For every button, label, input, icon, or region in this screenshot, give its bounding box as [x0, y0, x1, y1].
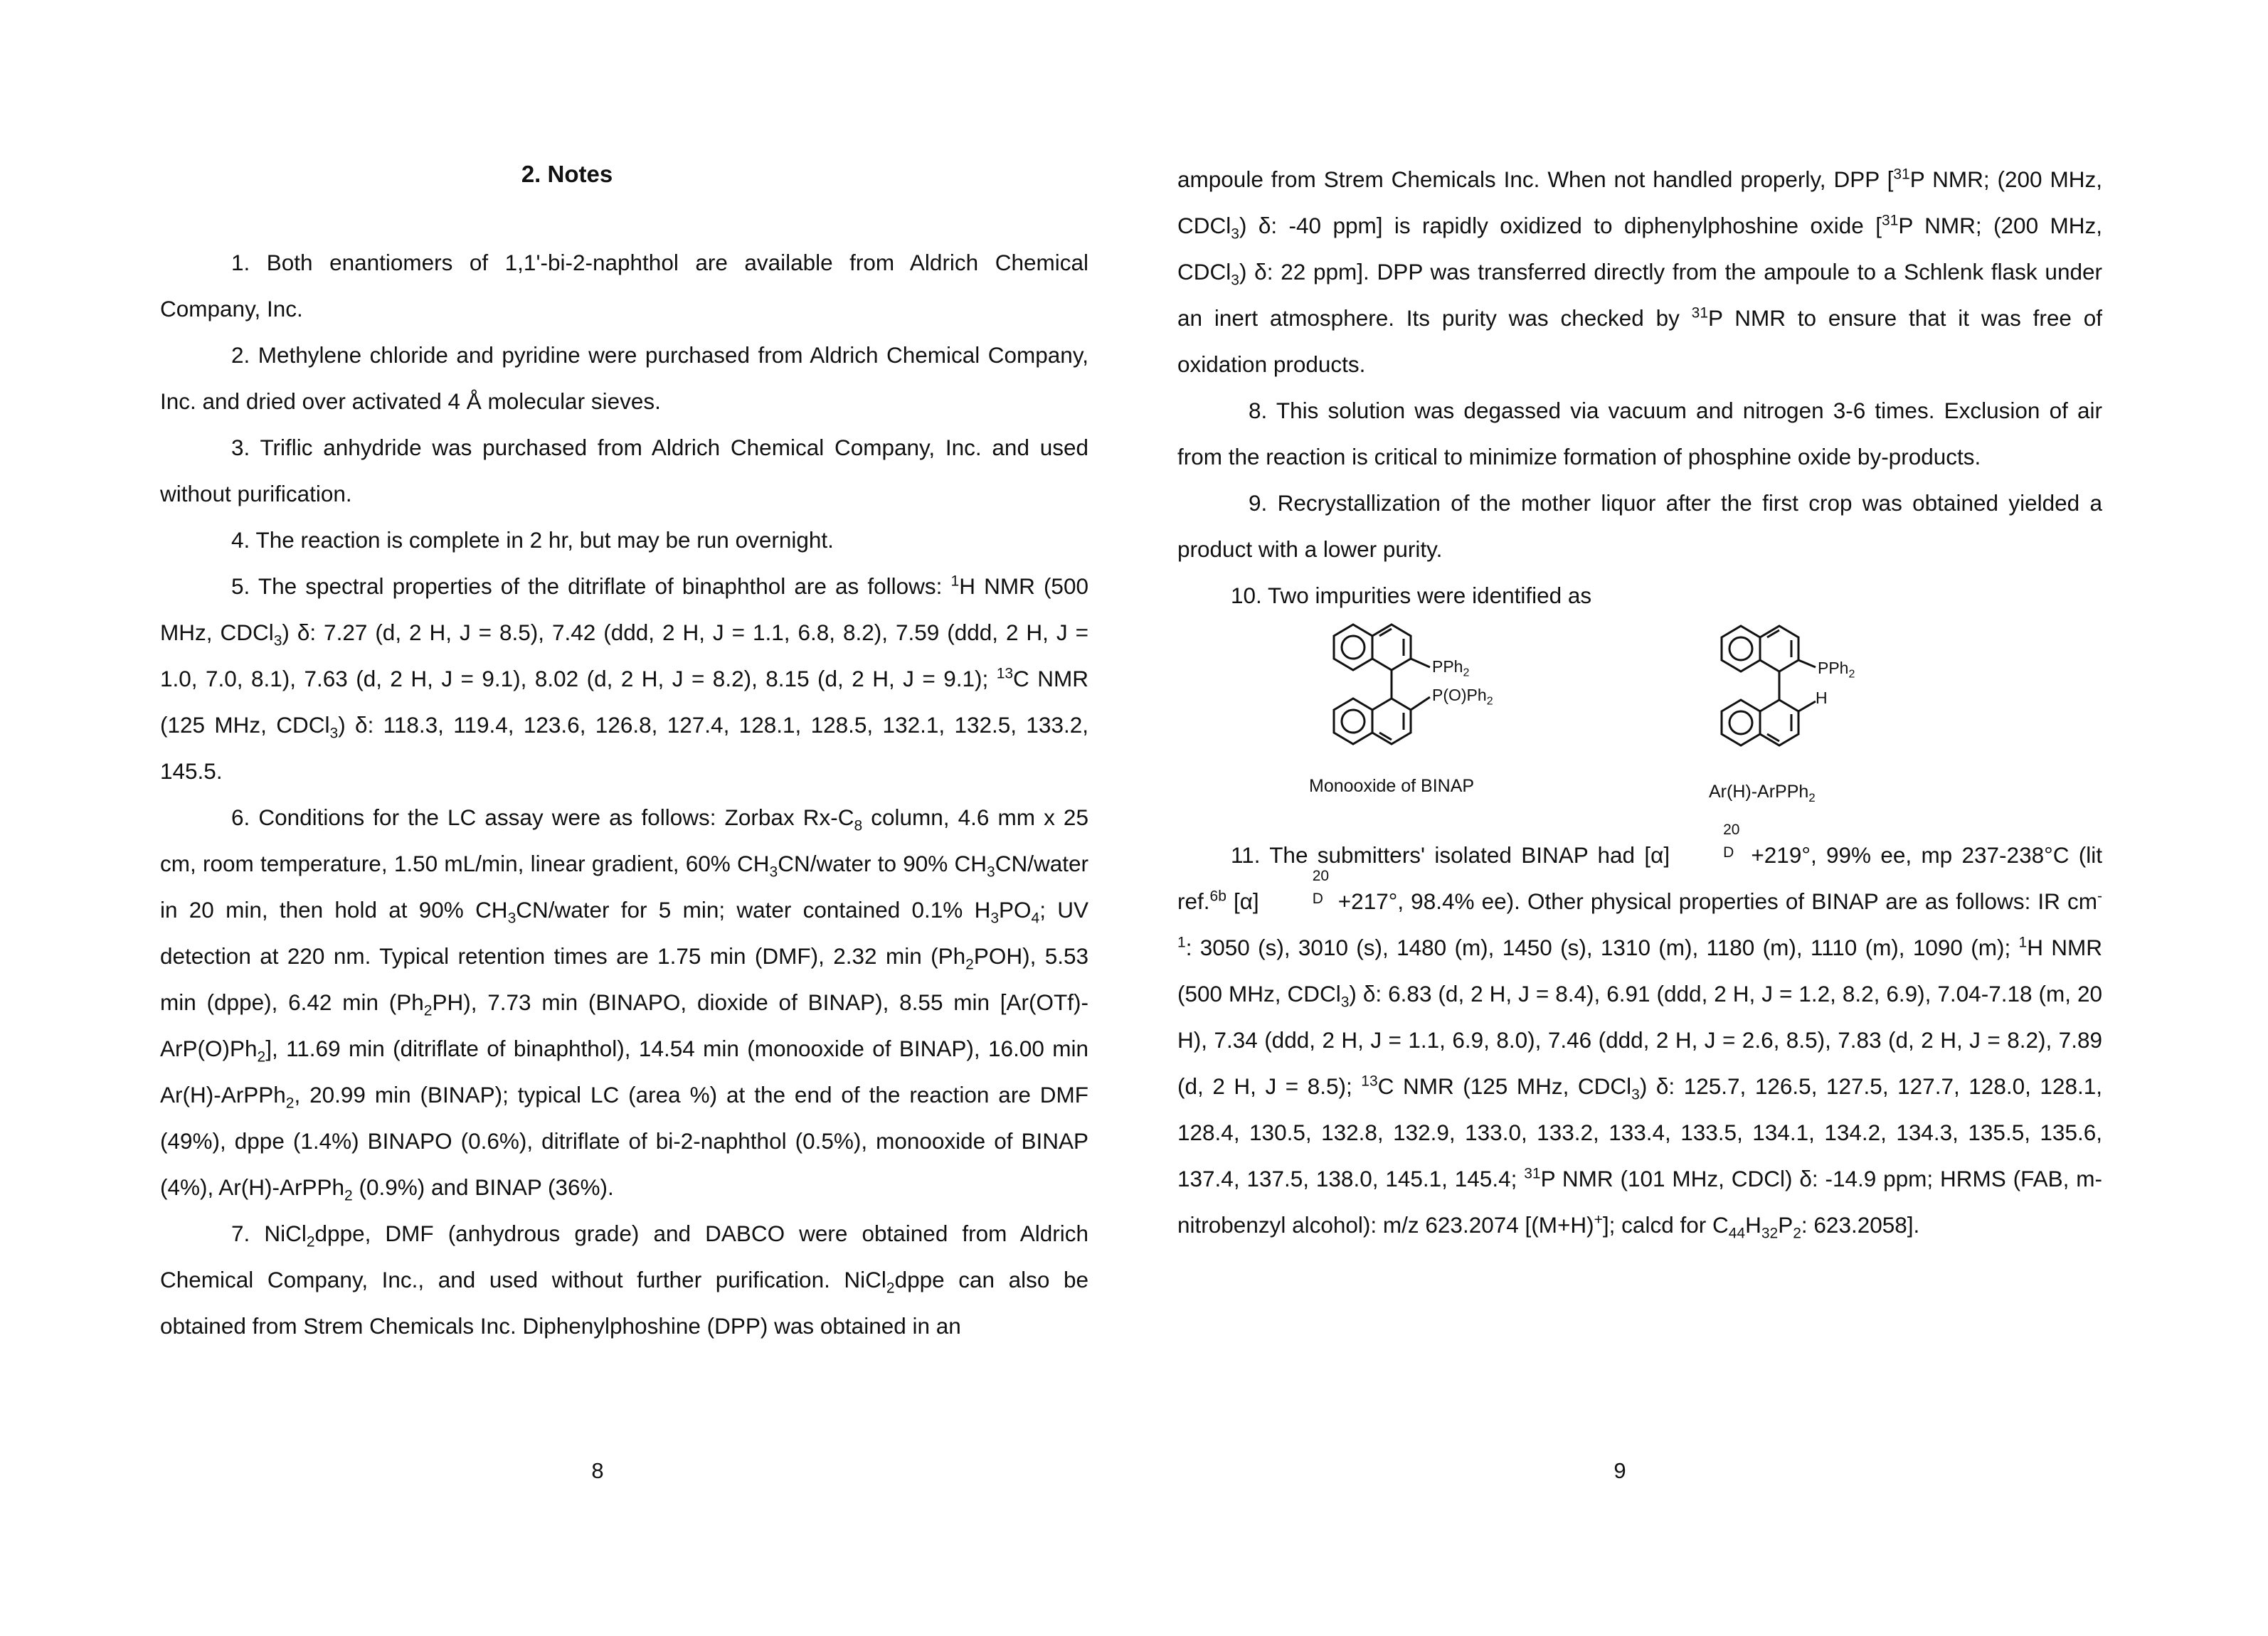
note-number: 11.	[1231, 842, 1261, 868]
note-text: +217°, 98.4% ee). Other physical properties of BINAP are as follows: IR cm	[1330, 888, 2097, 914]
note-text: ampoule from Strem Chemicals Inc. When not handled properly, DPP [	[1177, 166, 1894, 192]
note-6	[160, 795, 1088, 1211]
note-text: P NMR to ensure that it was free of oxidation products.	[1177, 305, 2102, 377]
subscript: 2	[1808, 791, 1816, 804]
superscript: 20	[1312, 868, 1330, 884]
superscript: 13	[996, 665, 1014, 682]
note-text: : 623.2058].	[1801, 1212, 1920, 1238]
note-text: ) δ: 22 ppm]. DPP was transferred directly from the ampoule to a Schlenk flask under an inert atmosphere. Its purity was checked by	[1177, 259, 2102, 331]
subscript: 3	[1631, 1086, 1640, 1103]
subscript: 3	[1231, 272, 1239, 289]
note-11	[1177, 822, 2102, 1248]
right-page	[1134, 0, 2268, 1636]
note-text: [α]	[1226, 888, 1259, 914]
note-text: P NMR; (200 MHz, CDCl	[1177, 213, 2102, 285]
note-text: CN/water to 90% CH	[778, 851, 987, 876]
note-number: 3.	[231, 435, 250, 460]
subscript: 3	[769, 864, 778, 881]
subscript: 2	[257, 1048, 266, 1066]
structure-arh-arpph2	[1707, 606, 1921, 819]
note-9	[1177, 480, 2102, 573]
note-text: ) δ: 6.83 (d, 2 H, J = 8.4), 6.91 (ddd, 2 H, J = 1.2, 8.2, 6.9), 7.04-7.18 (m, 20 H), 7.34 (ddd, 2 H, J = 1.1, 6.9, 8.0), 7.46 (ddd, 2 H, J = 2.6, 8.5), 7.83 (d, 2 H, J = 8.2), 7.89 (d, 2 H, J = 8.5);	[1177, 981, 2102, 1099]
note-text: ) δ: 118.3, 119.4, 123.6, 126.8, 127.4, 128.1, 128.5, 132.1, 132.5, 133.2, 145.5.	[160, 712, 1088, 784]
substituent-label-bottom: H	[1816, 689, 1828, 707]
note-text: P NMR (101 MHz, CDCl) δ: -14.9 ppm; HRMS (FAB, m-nitrobenzyl alcohol): m/z 623.2074 [(M+H)	[1177, 1166, 2102, 1238]
note-1	[160, 240, 1088, 332]
note-text: ], 11.69 min (ditriflate of binaphthol), 14.54 min (monooxide of BINAP), 16.00 min Ar(H)-ArPPh	[160, 1036, 1088, 1108]
subscript: 2	[886, 1280, 895, 1297]
optical-rotation-indices	[1259, 868, 1331, 925]
note-text: Conditions for the LC assay were as follows: Zorbax Rx-C	[258, 804, 854, 830]
note-text: Recrystallization of the mother liquor after the first crop was obtained yielded a product with a lower purity.	[1177, 490, 2102, 562]
notes-heading: 2. Notes	[521, 161, 613, 187]
note-number: 2.	[231, 342, 250, 368]
note-text: Two impurities were identified as	[1267, 583, 1592, 608]
note-number: 4.	[231, 527, 250, 553]
subscript: 44	[1728, 1225, 1746, 1242]
note-text: The submitters' isolated BINAP had [α]	[1269, 842, 1670, 868]
note-text: PO	[999, 897, 1032, 923]
note-7	[160, 1211, 1088, 1349]
note-text: H NMR (500 MHz, CDCl	[160, 573, 1088, 645]
superscript: 31	[1893, 166, 1910, 183]
note-text: The reaction is complete in 2 hr, but may be run overnight.	[255, 527, 834, 553]
note-text: ]; calcd for C	[1602, 1212, 1729, 1238]
superscript: +	[1594, 1211, 1603, 1228]
note-text: P NMR; (200 MHz, CDCl	[1177, 166, 2102, 238]
page-number: 9	[1613, 1458, 1626, 1483]
note-text: Both enantiomers of 1,1'-bi-2-naphthol are available from Aldrich Chemical Company, Inc.	[160, 250, 1088, 322]
note-number: 10.	[1231, 583, 1262, 608]
note-text: , 20.99 min (BINAP); typical LC (area %) at the end of the reaction are DMF (49%), dppe (1.4%) BINAPO (0.6%), ditriflate of bi-2-naphthol (0.5%), monooxide of BINAP (4%), Ar(H)-ArPPh	[160, 1082, 1088, 1200]
note-number: 5.	[231, 573, 250, 599]
subscript: 3	[1340, 994, 1350, 1011]
note-text: ) δ: 7.27 (d, 2 H, J = 8.5), 7.42 (ddd, 2 H, J = 1.1, 6.8, 8.2), 7.59 (ddd, 2 H, J = 1.0, 7.0, 8.1), 7.63 (d, 2 H, J = 9.1), 8.02 (d, 2 H, J = 8.2), 8.15 (d, 2 H, J = 9.1);	[160, 620, 1088, 691]
subscript: 3	[507, 910, 516, 927]
note-text: The spectral properties of the ditriflate of binaphthol are as follows:	[258, 573, 951, 599]
note-text: CN/water for 5 min; water contained 0.1% H	[516, 897, 991, 923]
note-text: +219°, 99% ee, mp 237-238°C (lit ref.	[1177, 842, 2102, 914]
note-text: NiCl	[264, 1221, 307, 1246]
substituent-label-top	[1432, 656, 1469, 677]
subscript: 3	[1231, 225, 1239, 243]
subscript: 2	[1848, 668, 1855, 681]
note-text: C NMR (125 MHz, CDCl	[160, 666, 1088, 738]
superscript: -1	[1177, 888, 2102, 951]
label-text: P(O)Ph	[1432, 686, 1487, 704]
note-text: dppe, DMF (anhydrous grade) and DABCO were obtained from Aldrich Chemical Company, Inc., and used without further purification. NiCl	[160, 1221, 1088, 1292]
substituent-label-top	[1818, 657, 1855, 679]
superscript: 1	[950, 573, 960, 590]
superscript: 31	[1881, 212, 1899, 229]
note-text: ) δ: 125.7, 126.5, 127.5, 127.7, 128.0, 128.1, 128.4, 130.5, 132.8, 132.9, 133.0, 133.2, 133.4, 133.5, 134.1, 134.2, 134.3, 135.5, 135.6, 137.4, 137.5, 138.0, 145.1, 145.4;	[1177, 1073, 2102, 1191]
subscript: 32	[1761, 1225, 1779, 1242]
note-text: POH), 5.53 min (dppe), 6.42 min (Ph	[160, 943, 1089, 1015]
subscript: 8	[854, 817, 863, 834]
note-text: : 3050 (s), 3010 (s), 1480 (m), 1450 (s), 1310 (m), 1180 (m), 1110 (m), 1090 (m);	[1185, 935, 2019, 960]
superscript: 1	[2018, 934, 2028, 951]
note-text: P	[1778, 1212, 1793, 1238]
subscript: 2	[1486, 695, 1493, 708]
subscript: 2	[965, 956, 974, 973]
note-text: ) δ: -40 ppm] is rapidly oxidized to diphenylphoshine oxide [	[1239, 213, 1882, 238]
note-number: 9.	[1249, 490, 1268, 516]
subscript: D	[1312, 891, 1323, 907]
subscript: 3	[987, 864, 995, 881]
note-text: This solution was degassed via vacuum and nitrogen 3-6 times. Exclusion of air from the reaction is critical to minimize formation of phosphine oxide by-products.	[1177, 398, 2102, 469]
subscript: D	[1723, 844, 1734, 861]
note-5	[160, 563, 1088, 795]
note-number: 8.	[1249, 398, 1268, 423]
superscript: 31	[1691, 304, 1709, 322]
subscript: 2	[1793, 1225, 1801, 1242]
substituent-label-bottom	[1432, 684, 1493, 706]
note-text: PH), 7.73 min (BINAPO, dioxide of BINAP), 8.55 min [Ar(OTf)-ArP(O)Ph	[160, 989, 1088, 1061]
note-3	[160, 425, 1088, 517]
note-text: Methylene chloride and pyridine were purchased from Aldrich Chemical Company, Inc. and dried over activated 4 Å molecular sieves.	[160, 342, 1088, 414]
note-number: 6.	[231, 804, 250, 830]
note-text: H NMR (500 MHz, CDCl	[1177, 935, 2102, 1006]
structure-caption: Monooxide of BINAP	[1309, 776, 1475, 796]
subscript: 2	[306, 1233, 315, 1250]
note-4	[160, 517, 1088, 563]
note-text: ; UV detection at 220 nm. Typical retention times are 1.75 min (DMF), 2.32 min (Ph	[160, 897, 1088, 969]
superscript: 20	[1723, 822, 1740, 838]
subscript: 4	[1031, 910, 1040, 927]
left-column	[160, 240, 1088, 1349]
right-column	[1177, 156, 2102, 1248]
superscript: 6b	[1209, 888, 1226, 905]
optical-rotation-indices	[1670, 822, 1742, 878]
structure-caption	[1709, 781, 1816, 802]
caption-text: Ar(H)-ArPPh	[1709, 782, 1809, 802]
note-text: (0.9%) and BINAP (36%).	[352, 1174, 614, 1200]
note-text: CN/water in 20 min, then hold at 90% CH	[160, 851, 1088, 923]
note-8	[1177, 388, 2102, 480]
label-text: PPh	[1432, 657, 1463, 676]
superscript: 13	[1361, 1073, 1378, 1090]
subscript: 3	[990, 910, 1000, 927]
subscript: 2	[423, 1002, 433, 1019]
impurity-structures	[1177, 619, 2102, 832]
note-7-continued	[1177, 156, 2102, 388]
label-text: PPh	[1818, 659, 1849, 677]
structure-monooxide-binap	[1309, 605, 1590, 818]
note-number: 1.	[231, 250, 250, 275]
subscript: 2	[344, 1187, 353, 1204]
note-text: dppe can also be obtained from Strem Chemicals Inc. Diphenylphoshine (DPP) was obtained in an	[160, 1267, 1088, 1339]
binaphthyl-diagram	[1707, 606, 1921, 784]
note-10	[1177, 573, 2102, 619]
subscript: 3	[329, 725, 339, 742]
page-number: 8	[591, 1458, 604, 1483]
note-text: C NMR (125 MHz, CDCl	[1377, 1073, 1632, 1099]
subscript: 2	[285, 1095, 295, 1112]
note-text: column, 4.6 mm x 25 cm, room temperature, 1.50 mL/min, linear gradient, 60% CH	[160, 804, 1088, 876]
subscript: 3	[273, 632, 282, 649]
superscript: 31	[1524, 1165, 1541, 1182]
note-2	[160, 332, 1088, 425]
note-text: Triflic anhydride was purchased from Aldrich Chemical Company, Inc. and used without purification.	[160, 435, 1088, 506]
subscript: 2	[1463, 666, 1470, 679]
note-number: 7.	[231, 1221, 250, 1246]
note-text: H	[1745, 1212, 1761, 1238]
